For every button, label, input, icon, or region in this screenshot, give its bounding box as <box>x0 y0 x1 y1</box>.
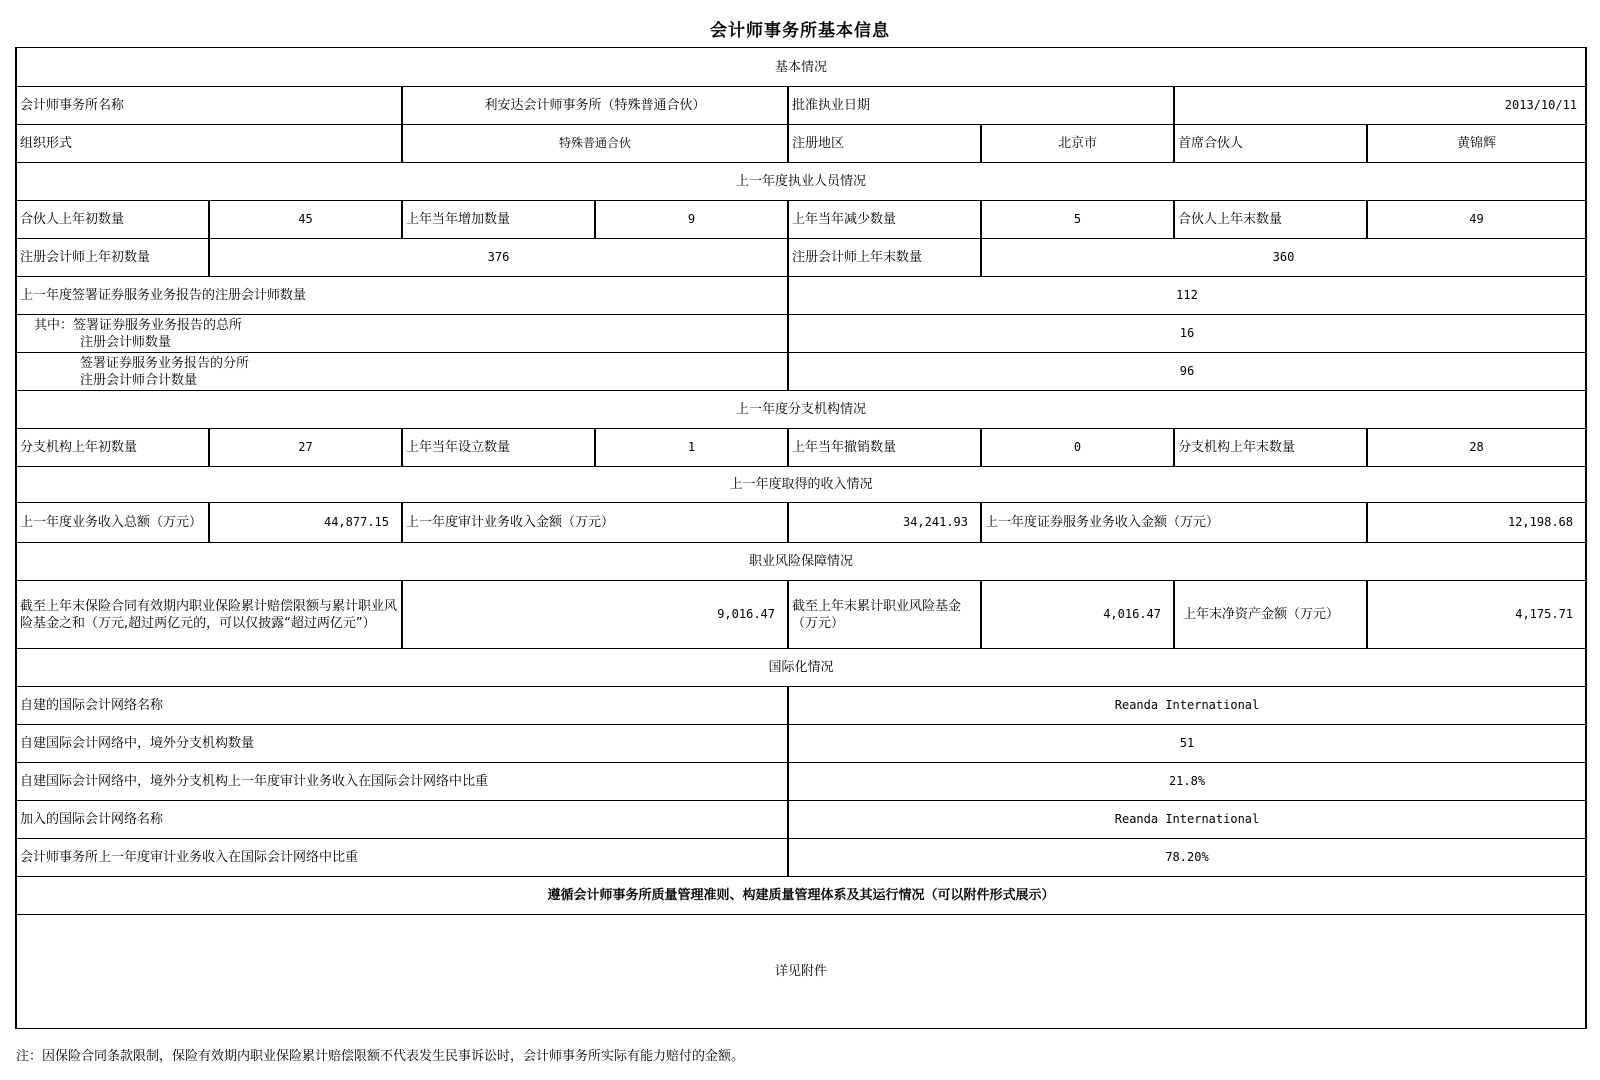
region-label: 注册地区 <box>788 125 981 163</box>
insurance-label: 截至上年末保险合同有效期内职业保险累计赔偿限额与累计职业风险基金之和（万元,超过两亿元的，可以仅披露“超过两亿元”） <box>16 581 402 649</box>
firm-name-label: 会计师事务所名称 <box>16 87 402 125</box>
branches-established-value: 1 <box>595 429 788 467</box>
risk-fund-value: 4,016.47 <box>981 581 1174 649</box>
hq-cpa-label <box>16 315 788 353</box>
securities-cpa-label: 上一年度签署证券服务业务报告的注册会计师数量 <box>16 277 788 315</box>
branch-cpa-label-line2: 注册会计师合计数量 <box>80 372 198 388</box>
hq-cpa-label-line2: 注册会计师数量 <box>80 334 172 350</box>
branch-cpa-label <box>16 353 788 391</box>
net-assets-value: 4,175.71 <box>1367 581 1586 649</box>
section-income-header: 上一年度取得的收入情况 <box>16 467 1586 503</box>
region-value: 北京市 <box>981 125 1174 163</box>
chief-partner-value: 黄锦辉 <box>1367 125 1586 163</box>
income-audit-label: 上一年度审计业务收入金额（万元） <box>402 503 788 543</box>
section-basic-header: 基本情况 <box>16 48 1586 87</box>
income-total-value: 44,877.15 <box>209 503 402 543</box>
income-securities-label: 上一年度证券服务业务收入金额（万元） <box>981 503 1367 543</box>
section-quality-header: 遵循会计师事务所质量管理准则、构建质量管理体系及其运行情况（可以附件形式展示） <box>16 877 1586 915</box>
footnote: 注：因保险合同条款限制，保险有效期内职业保险累计赔偿限额不代表发生民事诉讼时，会计师事务所实际有能力赔付的金额。 <box>16 1049 745 1064</box>
chief-partner-label: 首席合伙人 <box>1174 125 1367 163</box>
securities-cpa-value: 112 <box>788 277 1586 315</box>
joined-network-value: Reanda International <box>788 801 1586 839</box>
partners-begin-label: 合伙人上年初数量 <box>16 201 209 239</box>
hq-cpa-label-line1: 其中：签署证券服务业务报告的总所 <box>34 317 243 333</box>
firm-ratio-label: 会计师事务所上一年度审计业务收入在国际会计网络中比重 <box>16 839 788 877</box>
overseas-branches-label: 自建国际会计网络中，境外分支机构数量 <box>16 725 788 763</box>
branches-revoked-value: 0 <box>981 429 1174 467</box>
branch-cpa-value: 96 <box>788 353 1586 391</box>
decrease-label: 上年当年减少数量 <box>788 201 981 239</box>
cpa-end-label: 注册会计师上年末数量 <box>788 239 981 277</box>
branches-end-value: 28 <box>1367 429 1586 467</box>
hq-cpa-value: 16 <box>788 315 1586 353</box>
section-branches-header: 上一年度分支机构情况 <box>16 391 1586 429</box>
partners-begin-value: 45 <box>209 201 402 239</box>
section-risk-header: 职业风险保障情况 <box>16 543 1586 581</box>
overseas-ratio-value: 21.8% <box>788 763 1586 801</box>
increase-label: 上年当年增加数量 <box>402 201 595 239</box>
partners-end-value: 49 <box>1367 201 1586 239</box>
cpa-begin-label: 注册会计师上年初数量 <box>16 239 209 277</box>
overseas-ratio-label: 自建国际会计网络中，境外分支机构上一年度审计业务收入在国际会计网络中比重 <box>16 763 788 801</box>
cpa-end-value: 360 <box>981 239 1586 277</box>
firm-name-value: 利安达会计师事务所（特殊普通合伙） <box>402 87 788 125</box>
section-intl-header: 国际化情况 <box>16 649 1586 687</box>
decrease-value: 5 <box>981 201 1174 239</box>
risk-fund-label: 截至上年末累计职业风险基金（万元） <box>788 581 981 649</box>
approval-date-value: 2013/10/11 <box>1174 87 1586 125</box>
own-network-label: 自建的国际会计网络名称 <box>16 687 788 725</box>
page-title: 会计师事务所基本信息 <box>710 21 890 41</box>
org-form-value: 特殊普通合伙 <box>402 125 788 163</box>
own-network-value: Reanda International <box>788 687 1586 725</box>
partners-end-label: 合伙人上年末数量 <box>1174 201 1367 239</box>
section-staff-header: 上一年度执业人员情况 <box>16 163 1586 201</box>
org-form-label: 组织形式 <box>16 125 402 163</box>
branches-begin-value: 27 <box>209 429 402 467</box>
increase-value: 9 <box>595 201 788 239</box>
income-securities-value: 12,198.68 <box>1367 503 1586 543</box>
branches-begin-label: 分支机构上年初数量 <box>16 429 209 467</box>
cpa-begin-value: 376 <box>209 239 788 277</box>
branches-end-label: 分支机构上年末数量 <box>1174 429 1367 467</box>
overseas-branches-value: 51 <box>788 725 1586 763</box>
net-assets-label: 上年末净资产金额（万元） <box>1174 581 1367 649</box>
branches-revoked-label: 上年当年撤销数量 <box>788 429 981 467</box>
income-total-label: 上一年度业务收入总额（万元） <box>16 503 209 543</box>
info-table <box>15 47 1587 1029</box>
income-audit-value: 34,241.93 <box>788 503 981 543</box>
insurance-value: 9,016.47 <box>402 581 788 649</box>
joined-network-label: 加入的国际会计网络名称 <box>16 801 788 839</box>
firm-ratio-value: 78.20% <box>788 839 1586 877</box>
branches-established-label: 上年当年设立数量 <box>402 429 595 467</box>
quality-content: 详见附件 <box>16 915 1586 1029</box>
branch-cpa-label-line1: 签署证券服务业务报告的分所 <box>80 355 250 371</box>
approval-date-label: 批准执业日期 <box>788 87 1174 125</box>
